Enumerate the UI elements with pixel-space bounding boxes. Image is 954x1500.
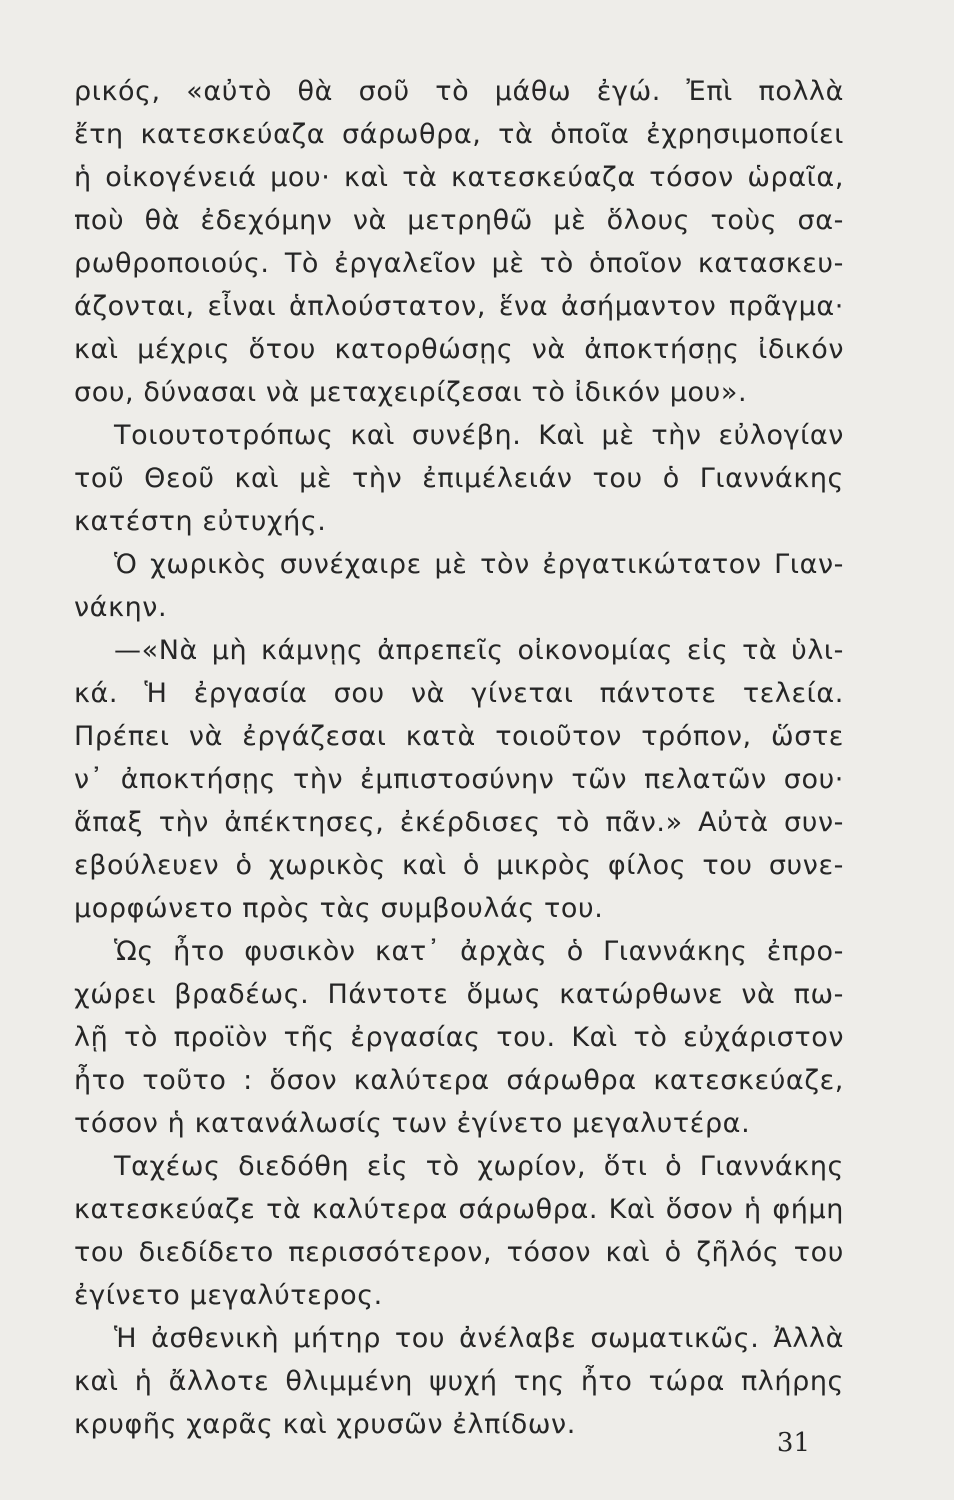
text-line: ρωθροποιούς. Τὸ ἐργαλεῖον μὲ τὸ ὁποῖον κατασκευ- <box>74 248 844 279</box>
text-line: Ταχέως διεδόθη εἰς τὸ χωρίον, ὅτι ὁ Γιαννάκης <box>114 1151 844 1182</box>
text-line: Ὡς ἦτο φυσικὸν κατ᾽ ἀρχὰς ὁ Γιαννάκης ἐπρο- <box>114 936 844 967</box>
text-line: κά. Ἡ ἐργασία σου νὰ γίνεται πάντοτε τελεία. <box>74 678 844 709</box>
text-line: εβούλευεν ὁ χωρικὸς καὶ ὁ μικρὸς φίλος του συνε- <box>74 850 844 881</box>
text-line: Ἡ ἀσθενικὴ μήτηρ του ἀνέλαβε σωματικῶς. Ἀλλὰ <box>114 1323 844 1354</box>
text-line: τόσον ἡ κατανάλωσίς των ἐγίνετο μεγαλυτέρα. <box>74 1108 751 1139</box>
text-line: ποὺ θὰ ἐδεχόμην νὰ μετρηθῶ μὲ ὅλους τοὺς σα- <box>74 205 844 236</box>
text-line: ἔτη κατεσκεύαζα σάρωθρα, τὰ ὁποῖα ἐχρησιμοποίει <box>74 119 844 150</box>
text-line: ν᾽ ἀποκτήσῃς τὴν ἐμπιστοσύνην τῶν πελατῶν σου· <box>74 764 844 795</box>
text-line: Πρέπει νὰ ἐργάζεσαι κατὰ τοιοῦτον τρόπον, ὥστε <box>74 721 844 752</box>
text-line: άζονται, εἶναι ἁπλούστατον, ἕνα ἀσήμαντον πρᾶγμα· <box>74 291 844 322</box>
text-line: λῇ τὸ προϊὸν τῆς ἐργασίας του. Καὶ τὸ εὐχάριστον <box>74 1022 844 1053</box>
page-number: 31 <box>776 1428 810 1458</box>
text-line: ρικός, «αὐτὸ θὰ σοῦ τὸ μάθω ἐγώ. Ἐπὶ πολλὰ <box>74 76 844 107</box>
text-line: καὶ ἡ ἄλλοτε θλιμμένη ψυχή της ἦτο τώρα πλήρης <box>74 1366 844 1397</box>
text-line: του διεδίδετο περισσότερον, τόσον καὶ ὁ ζῆλός του <box>74 1237 844 1268</box>
text-line: ἦτο τοῦτο : ὅσον καλύτερα σάρωθρα κατεσκεύαζε, <box>74 1065 844 1096</box>
text-line: ἅπαξ τὴν ἀπέκτησες, ἐκέρδισες τὸ πᾶν.» Αὐτὰ συν- <box>74 807 844 838</box>
text-line: —«Νὰ μὴ κάμνῃς ἀπρεπεῖς οἰκονομίας εἰς τὰ ὑλι- <box>114 635 844 666</box>
text-line: χώρει βραδέως. Πάντοτε ὅμως κατώρθωνε νὰ πω- <box>74 979 844 1010</box>
text-line: νάκην. <box>74 592 168 623</box>
text-line: ἡ οἰκογένειά μου· καὶ τὰ κατεσκεύαζα τόσον ὡραῖα, <box>74 162 844 193</box>
text-line: Ὁ χωρικὸς συνέχαιρε μὲ τὸν ἐργατικώτατον Γιαν- <box>114 549 844 580</box>
text-line: κατέστη εὐτυχής. <box>74 506 327 537</box>
text-line: ἐγίνετο μεγαλύτερος. <box>74 1280 383 1311</box>
text-line: μορφώνετο πρὸς τὰς συμβουλάς του. <box>74 893 604 924</box>
text-line: Τοιουτοτρόπως καὶ συνέβη. Καὶ μὲ τὴν εὐλογίαν <box>114 420 844 451</box>
text-line: καὶ μέχρις ὅτου κατορθώσῃς νὰ ἀποκτήσῃς ἰδικόν <box>74 334 844 365</box>
text-line: σου, δύνασαι νὰ μεταχειρίζεσαι τὸ ἰδικόν μου». <box>74 377 748 408</box>
text-line: τοῦ Θεοῦ καὶ μὲ τὴν ἐπιμέλειάν του ὁ Γιαννάκης <box>74 463 844 494</box>
text-line: κρυφῆς χαρᾶς καὶ χρυσῶν ἐλπίδων. <box>74 1409 576 1440</box>
text-line: κατεσκεύαζε τὰ καλύτερα σάρωθρα. Καὶ ὅσον ἡ φήμη <box>74 1194 844 1225</box>
